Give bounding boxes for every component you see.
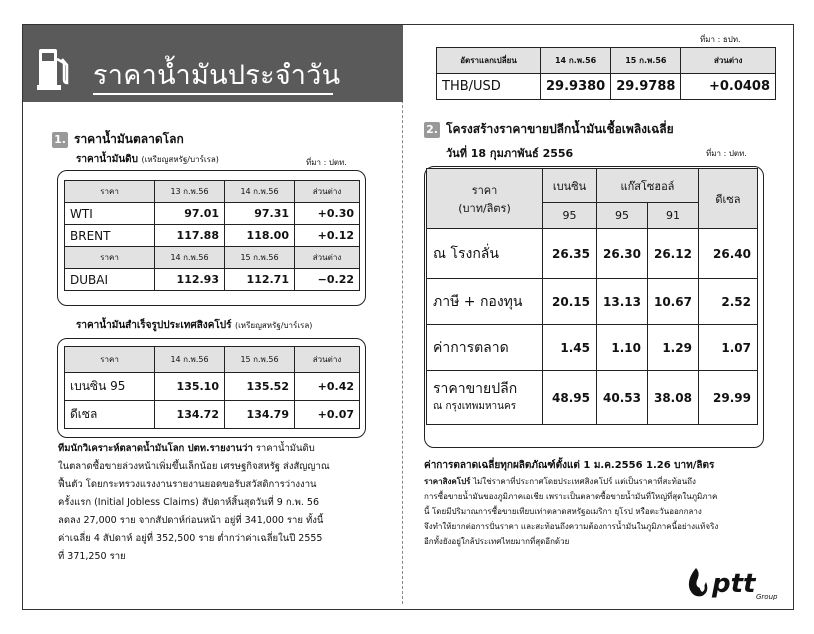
cell: 97.01 xyxy=(155,203,225,225)
logo-brand: ptt xyxy=(712,569,756,599)
cell: 2.52 xyxy=(698,279,757,325)
cell: 26.30 xyxy=(597,229,648,279)
margin-note: ค่าการตลาดเฉลี่ยทุกผลิตภัณฑ์ตั้งแต่ 1 ม.ค.2556 1.26 บาท/ลิตร xyxy=(424,460,715,471)
cell: 135.10 xyxy=(155,373,225,401)
table-header: 14 ก.พ.56 xyxy=(541,48,611,74)
section1-title: ราคาน้ำมันตลาดโลก xyxy=(74,132,184,146)
sg-note-paragraph xyxy=(424,474,784,549)
sg-note-lead: ราคาสิงคโปร์ xyxy=(424,477,471,486)
sg-note-line: อีกทั้งยังอยู่ใกล้ประเทศไทยมากที่สุดอีกด้วย xyxy=(424,537,570,546)
cell: +0.42 xyxy=(295,373,360,401)
crude-source: ที่มา : ปตท. xyxy=(306,158,347,167)
analysis-line: ครั้งแรก (Initial Jobless Claims) สัปดาห์สิ้นสุดวันที่ 9 ก.พ. 56 xyxy=(58,497,320,508)
cell: 29.9380 xyxy=(541,74,611,100)
cell: +0.30 xyxy=(295,203,360,225)
cell: 29.9788 xyxy=(611,74,681,100)
cell: 26.12 xyxy=(647,229,698,279)
analysis-line: ที่ 371,250 ราย xyxy=(58,551,126,562)
cell: 48.95 xyxy=(543,371,597,425)
table-header: 14 ก.พ.56 xyxy=(155,247,225,269)
cell: 26.40 xyxy=(698,229,757,279)
table-header: ราคา xyxy=(65,181,155,203)
crude-table xyxy=(64,180,360,291)
column-divider xyxy=(402,30,403,604)
table-row xyxy=(65,225,360,247)
cell: 20.15 xyxy=(543,279,597,325)
retail-table xyxy=(426,168,758,425)
subheader-gasohol-91: 91 xyxy=(647,203,698,229)
cell: 97.31 xyxy=(225,203,295,225)
header-gasohol: แก๊สโซฮอล์ xyxy=(597,169,699,203)
logo-tag: Group xyxy=(756,593,778,600)
table-row xyxy=(65,203,360,225)
table-row xyxy=(65,269,360,291)
cell: 13.13 xyxy=(597,279,648,325)
table-header: ส่วนต่าง xyxy=(295,347,360,373)
sg-label-text: ราคาน้ำมันสำเร็จรูปประเทศสิงคโปร์ xyxy=(76,320,232,331)
sg-table xyxy=(64,346,360,429)
section2-source: ที่มา : ปตท. xyxy=(706,149,747,158)
analysis-line: ฟื้นตัว โดยกระทรวงแรงงานรายงานยอดขอรับสวัสดิการว่างงาน xyxy=(58,479,317,490)
crude-unit: (เหรียญสหรัฐ/บาร์เรล) xyxy=(141,155,219,164)
ptt-flame-logo xyxy=(684,564,784,600)
cell: 1.07 xyxy=(698,325,757,371)
row-label xyxy=(427,371,543,425)
table-row xyxy=(65,401,360,429)
ptt-logo xyxy=(684,564,784,600)
table-row xyxy=(427,229,758,279)
cell: +0.07 xyxy=(295,401,360,429)
row-label-main: ราคาขายปลีก xyxy=(433,380,518,397)
cell: 134.72 xyxy=(155,401,225,429)
analysis-line: ราคาน้ำมันดิบ xyxy=(255,443,315,454)
sg-note-line: การซื้อขายน้ำมันของภูมิภาคเอเชีย เพราะเป็นตลาดซื้อขายน้ำมันที่ใหญ่ที่สุดในภูมิภาค xyxy=(424,492,718,501)
row-label: ดีเซล xyxy=(65,401,155,429)
subheader-gasohol-95: 95 xyxy=(597,203,648,229)
table-header: ส่วนต่าง xyxy=(681,48,776,74)
header-price xyxy=(427,169,543,229)
sg-note-line: ไม่ใช่ราคาที่ประกาศโดยประเทศสิงคโปร์ แต่เป็นราคาที่สะท้อนถึง xyxy=(473,477,696,486)
row-label: ภาษี + กองทุน xyxy=(427,279,543,325)
cell: 29.99 xyxy=(698,371,757,425)
sg-unit: (เหรียญสหรัฐ/บาร์เรล) xyxy=(234,321,313,330)
table-row xyxy=(427,371,758,425)
cell: 26.35 xyxy=(543,229,597,279)
header-unit-label: (บาท/ลิตร) xyxy=(458,201,511,215)
exchange-table xyxy=(436,47,776,100)
row-label-sub: ณ กรุงเทพมหานคร xyxy=(433,400,517,412)
table-header: ส่วนต่าง xyxy=(295,247,360,269)
cell: 135.52 xyxy=(225,373,295,401)
sg-label xyxy=(76,318,312,333)
crude-label xyxy=(76,152,219,167)
table-header: ราคา xyxy=(65,347,155,373)
analysis-paragraph xyxy=(58,440,392,566)
table-row xyxy=(437,74,776,100)
analysis-line: ค่าเฉลี่ย 4 สัปดาห์ อยู่ที่ 352,500 ราย ต่ำกว่าค่าเฉลี่ยในปี 2555 xyxy=(58,533,323,544)
page-title: ราคาน้ำมันประจำวัน xyxy=(93,60,341,91)
cell: +0.12 xyxy=(295,225,360,247)
section2-title: โครงสร้างราคาขายปลีกน้ำมันเชื้อเพลิงเฉลี่ย xyxy=(446,122,674,136)
crude-label-text: ราคาน้ำมันดิบ xyxy=(76,154,139,165)
title-underline xyxy=(93,93,333,95)
table-header: 15 ก.พ.56 xyxy=(611,48,681,74)
table-header: 15 ก.พ.56 xyxy=(225,347,295,373)
row-label: DUBAI xyxy=(65,269,155,291)
analysis-line: ลดลง 27,000 ราย จากสัปดาห์ก่อนหน้า อยู่ที่ 341,000 ราย ทั้งนี้ xyxy=(58,515,324,526)
header-price-label: ราคา xyxy=(471,183,498,197)
row-label: เบนซิน 95 xyxy=(65,373,155,401)
table-row xyxy=(427,279,758,325)
cell: 134.79 xyxy=(225,401,295,429)
section2-heading xyxy=(424,120,674,139)
cell: 112.93 xyxy=(155,269,225,291)
table-header: 14 ก.พ.56 xyxy=(225,181,295,203)
header-banner xyxy=(23,25,403,102)
cell: 1.29 xyxy=(647,325,698,371)
row-label: ค่าการตลาด xyxy=(427,325,543,371)
cell: +0.0408 xyxy=(681,74,776,100)
cell: 1.45 xyxy=(543,325,597,371)
row-label: BRENT xyxy=(65,225,155,247)
cell: 117.88 xyxy=(155,225,225,247)
row-label: THB/USD xyxy=(437,74,541,100)
table-header: ส่วนต่าง xyxy=(295,181,360,203)
table-row xyxy=(427,325,758,371)
section1-number: 1. xyxy=(52,132,68,148)
section2-date: วันที่ 18 กุมภาพันธ์ 2556 xyxy=(446,147,574,160)
cell: 10.67 xyxy=(647,279,698,325)
section1-heading xyxy=(52,130,184,149)
sg-note-line: จึงทำให้ยากต่อการปั่นราคา และสะท้อนถึงความต้องการน้ำมันในภูมิภาคนี้อย่างแท้จริง xyxy=(424,522,719,531)
sg-note-line: นี้ โดยมีปริมาณการซื้อขายเทียบเท่าตลาดสหรัฐอเมริกา ยุโรป หรือตะวันออกกลาง xyxy=(424,507,702,516)
section2-number: 2. xyxy=(424,122,440,138)
row-label: ณ โรงกลั่น xyxy=(427,229,543,279)
exchange-source: ที่มา : ธปท. xyxy=(700,35,741,44)
cell: 118.00 xyxy=(225,225,295,247)
analysis-line: ในตลาดซื้อขายล่วงหน้าเพิ่มขึ้นเล็กน้อย เศรษฐกิจสหรัฐ ส่งสัญญาณ xyxy=(58,461,330,472)
table-header: 15 ก.พ.56 xyxy=(225,247,295,269)
header-benzin: เบนซิน xyxy=(543,169,597,203)
table-header: 13 ก.พ.56 xyxy=(155,181,225,203)
cell: 112.71 xyxy=(225,269,295,291)
subheader-benzin-95: 95 xyxy=(543,203,597,229)
header-diesel: ดีเซล xyxy=(698,169,757,229)
fuel-pump-icon xyxy=(37,45,71,91)
row-label: WTI xyxy=(65,203,155,225)
cell: −0.22 xyxy=(295,269,360,291)
table-header: อัตราแลกเปลี่ยน xyxy=(437,48,541,74)
cell: 38.08 xyxy=(647,371,698,425)
table-header: ราคา xyxy=(65,247,155,269)
analysis-lead: ทีมนักวิเคราะห์ตลาดน้ำมันโลก ปตท.รายงานว่า xyxy=(58,443,253,454)
cell: 1.10 xyxy=(597,325,648,371)
table-header: 14 ก.พ.56 xyxy=(155,347,225,373)
table-row xyxy=(65,373,360,401)
cell: 40.53 xyxy=(597,371,648,425)
